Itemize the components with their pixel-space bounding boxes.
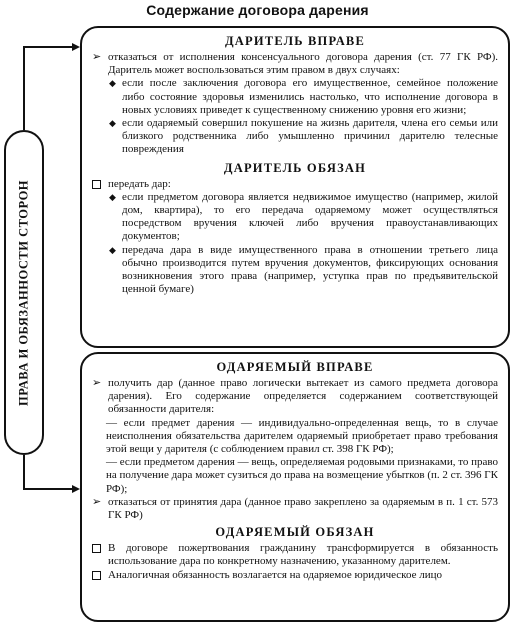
donor-rights-text: отказаться от исполнения консенсуального договора дарения (ст. 77 ГК РФ). Даритель может воспользоваться этим правом в двух случаях: <box>108 51 498 77</box>
donee-duties-text: Аналогичная обязанность возлагается на одаряемое юридическое лицо <box>108 568 442 581</box>
donee-rights-item <box>92 496 498 522</box>
donee-rights-dash: — если предметом дарения — вещь, определяемая родовыми признаками, то право на получение дара может сузиться до права на возмещение убытков (п. 2 ст. 396 ГК РФ); <box>106 456 499 495</box>
donor-duties-sub <box>92 191 498 244</box>
arrow-to-donee-panel <box>72 485 80 493</box>
diamond-bullet-icon: ◆ <box>109 244 116 255</box>
donor-rights-sub-text: если одаряемый совершил покушение на жизнь дарителя, члена его семьи или близкого родственника либо умышленно причинил дарителю телесные повреждения <box>122 117 498 156</box>
donor-rights-sub-text: если после заключения договора его имущественное, семейное положение либо состояние здоровья изменились настолько, что исполнение договора в новых условиях приведет к существенному снижению уровня его жизни; <box>122 77 498 116</box>
donor-rights-sub <box>92 117 498 157</box>
connector-top-vertical <box>23 46 25 130</box>
donor-rights-item <box>92 51 498 77</box>
page-title: Содержание договора дарения <box>146 2 369 18</box>
connector-top-horizontal <box>23 46 73 48</box>
donor-duties-item <box>92 178 498 191</box>
donor-duties-text: передать дар: <box>108 177 171 190</box>
donor-duties-sub <box>92 244 498 297</box>
donor-duties-sub-text: если предметом договора является недвижимое имущество (например, жилой дом, квартира), то его передача одаряемому может осуществляться посредством вручения ключей либо вручения правоустанавливающих документов; <box>122 190 498 243</box>
connector-bottom-horizontal <box>23 488 73 490</box>
arrow-bullet-icon: ➢ <box>92 495 102 508</box>
parties-rights-duties-box <box>4 130 44 455</box>
donee-duties-item <box>92 569 498 582</box>
checkbox-bullet-icon <box>92 571 101 580</box>
side-label: ПРАВА И ОБЯЗАННОСТИ СТОРОН <box>16 179 31 406</box>
diamond-bullet-icon: ◆ <box>109 78 116 89</box>
donee-rights-heading: ОДАРЯЕМЫЙ ВПРАВЕ <box>216 360 374 374</box>
diamond-bullet-icon: ◆ <box>109 191 116 202</box>
checkbox-bullet-icon <box>92 180 101 189</box>
donor-rights-heading: ДАРИТЕЛЬ ВПРАВЕ <box>225 34 365 48</box>
donee-duties-heading: ОДАРЯЕМЫЙ ОБЯЗАН <box>215 525 375 540</box>
arrow-bullet-icon: ➢ <box>92 377 102 389</box>
donee-rights-text: получить дар (данное право логически вытекает из самого предмета договора дарения). Его содержание определяется содержанием соответствующей обязанности дарителя: <box>108 377 498 416</box>
connector-bottom-vertical <box>23 455 25 489</box>
diamond-bullet-icon: ◆ <box>109 118 116 129</box>
donee-rights-item <box>92 377 498 417</box>
donee-rights-dash: — если предмет дарения — индивидуально-определенная вещь, то в случае неисполнения обязательства дарителем одаряемый приобретает право требования этой вещи у дарителя (с соблюдением правил ст. 398 ГК РФ); <box>106 416 498 456</box>
donor-panel <box>80 26 510 348</box>
donor-duties-heading: ДАРИТЕЛЬ ОБЯЗАН <box>223 160 367 175</box>
donor-rights-sub <box>92 77 498 117</box>
donee-duties-text: В договоре пожертвования гражданину трансформируется в обязанность использование дара по конкретному назначению, указанному дарителем. <box>108 542 498 568</box>
donee-duties-item <box>92 542 498 568</box>
arrow-bullet-icon: ➢ <box>92 51 102 63</box>
donee-rights-text: отказаться от принятия дара (данное право закреплено за одаряемым в п. 1 ст. 573 ГК РФ) <box>108 495 498 522</box>
donor-duties-sub-text: передача дара в виде имущественного права в отношении третьего лица обычно производится путем вручения документов, фиксирующих основания возникновения этого права (например, уступка прав по предъявительской ценной бумаге) <box>122 243 498 296</box>
arrow-to-donor-panel <box>72 43 80 51</box>
donee-panel <box>80 352 510 622</box>
checkbox-bullet-icon <box>92 544 101 553</box>
